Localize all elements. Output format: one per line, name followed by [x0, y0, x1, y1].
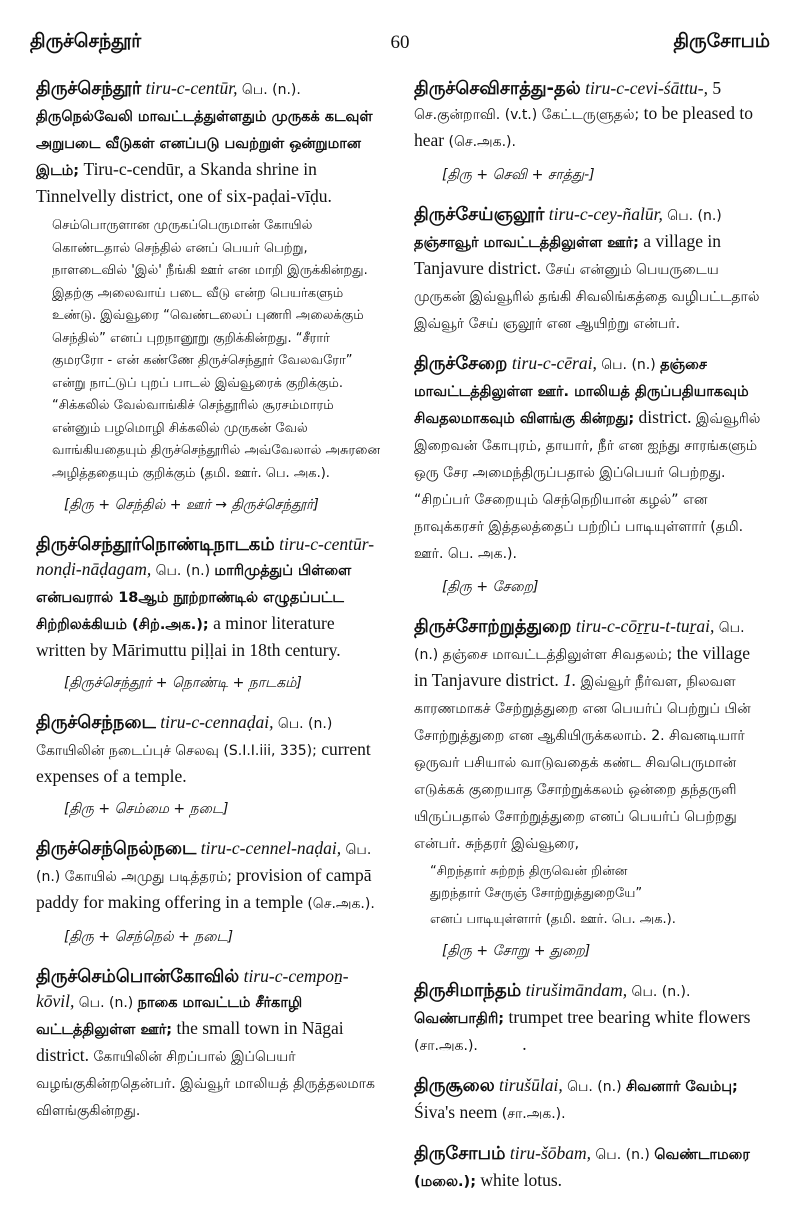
definition-english: district.: [638, 407, 692, 427]
definition-tamil: கோயில் அமுது படித்தரம்;: [64, 869, 232, 885]
dictionary-entry: [36, 76, 382, 518]
part-of-speech: பெ. (n.).: [631, 984, 691, 1000]
part-of-speech: பெ. (n.): [567, 1079, 622, 1095]
entry-note: செம்பொருளான முருகப்பெருமான் கோயில் கொண்டதால் செந்தில் எனப் பெயர் பெற்று, நாளடைவில் 'இல்' நீங்கி ஊர் என மாறி இருக்கின்றது. இதற்கு அலைவாய் படை வீடு என்ற பெயர்களும் உண்டு. இவ்வூரை “வெண்டலைப் புணரி அலைக்கும் செந்தில்” எனப் புறநானூறு குறிக்கின்றது. “சீரார் குமரரோ - என் கண்ணே திருச்செந்தூர் வேலவரோ” என்று நாட்டுப் புறப் பாடல் இவ்வூரைக் குறிக்கும். “சிக்கலில் வேல்வாங்கிச் செந்தூரில் சூரசம்மாரம் என்னும் பழமொழி சிக்கலில் முருகன் வேல் வாங்கியதையும் திருச்செந்தூரில் அவ்வேலால் அசுரனை அழித்ததையும் குறிக்கும் (தமி. ஊர். பெ. அக.).: [52, 218, 381, 481]
definition-tamil: வெண்டாமரை (மலை.);: [414, 1147, 750, 1190]
definition-tamil: தஞ்சை மாவட்டத்திலுள்ள ஊர். மாலியத் திருப்பதியாகவும் சிவதலமாகவும் விளங்கு கின்றது;: [414, 357, 749, 427]
transliteration: tiru-c-cevi-śāttu-,: [585, 78, 709, 98]
headword: திருச்செந்தூர்நொண்டிநாடகம்: [36, 534, 275, 555]
etymology: [திரு + செந்தில் + ஊர் → திருச்செந்தூர்]: [64, 497, 319, 513]
headword: திருச்செந்நெல்நடை: [36, 838, 197, 859]
definition-english: the village in Tanjavure district.: [414, 643, 751, 690]
transliteration: tiru-c-cennaḍai,: [160, 712, 274, 732]
page-number: 60: [390, 32, 410, 53]
transliteration: tiru-c-cennel-naḍai,: [200, 838, 342, 858]
dictionary-entry: [36, 836, 382, 950]
definition-tamil: வெண்பாதிரி;: [414, 1011, 505, 1027]
citation: எனப் பாடியுள்ளார் (தமி. ஊர். பெ. அக.).: [430, 912, 676, 927]
etymology: [திரு + செந்நெல் + நடை]: [64, 929, 234, 945]
etymology: [திரு + செம்மை + நடை]: [64, 801, 229, 817]
transliteration: tiru-c-cērai,: [511, 353, 597, 373]
dictionary-entry: [36, 964, 382, 1124]
source-abbreviation: (சா.அக.).: [414, 1038, 478, 1054]
source-abbreviation: (செ.அக.).: [307, 896, 375, 912]
definition-english: Śiva's neem: [414, 1102, 498, 1122]
conjugation-class: 5: [712, 78, 722, 98]
transliteration: tirušūlai,: [499, 1075, 563, 1095]
definition-tamil: தஞ்சாவூர் மாவட்டத்திலுள்ள ஊர்;: [414, 235, 639, 251]
etymology: [திரு + செவி + சாத்து-]: [442, 167, 595, 183]
definition-tamil: நாகை மாவட்டம் சீர்காழி வட்டத்திலுள்ள ஊர்;: [36, 995, 303, 1038]
quoted-verse: [430, 861, 768, 905]
verse-line: துறந்தார் சேருஞ் சோற்றுத்துறையே”: [430, 886, 643, 901]
headword: திருச்செம்பொன்கோவில்: [36, 966, 240, 987]
transliteration: tiru-c-cōṟṟu-t-tuṟai,: [575, 616, 715, 636]
etymology: [திரு + சோறு + துறை]: [442, 943, 591, 959]
running-head-right: திருசோபம்: [673, 30, 770, 52]
part-of-speech: பெ. (n.): [78, 995, 134, 1011]
part-of-speech: பெ. (n.): [414, 620, 745, 663]
definition-english: a minor literature written by Mārimuttu piḷḷai in 18th century.: [36, 613, 341, 660]
dictionary-entry: [414, 202, 768, 337]
verse-line: “சிறந்தார் சுற்றந் திருவென் றின்ன: [430, 864, 628, 879]
dictionary-entry: [414, 351, 768, 600]
headword: திருசிமாந்தம்: [414, 980, 522, 1001]
definition-tamil: கேட்டருளுதல்;: [541, 107, 640, 123]
headword: திருச்செந்நடை: [36, 712, 156, 733]
dictionary-entry: [414, 614, 768, 964]
definition-english: to be pleased to hear: [414, 103, 753, 150]
page-header: [30, 30, 770, 60]
definition-tamil: சிவனார் வேம்பு;: [625, 1079, 738, 1095]
part-of-speech: பெ. (n.): [595, 1147, 650, 1163]
headword: திருசூலை: [414, 1075, 495, 1096]
transliteration: tiru-c-centūr-nonḍi-nāḍagam,: [36, 534, 375, 579]
definition-tamil: கோயிலின் நடைப்புச் செலவு (S.I.I.iii, 335);: [36, 743, 317, 759]
definition-english: Tiru-c-cendūr, a Skanda shrine in Tinnelvelly district, one of six-paḍai-vīḍu.: [36, 159, 332, 206]
definition-tamil-continued: கோயிலின் சிறப்பால் இப்பெயர் வழங்குகின்றதென்பர். இவ்வூர் மாலியத் திருத்தலமாக விளங்குகின்றது.: [36, 1049, 375, 1119]
transliteration: tiru-c-centūr,: [145, 78, 238, 98]
etymology: [திருச்செந்தூர் + நொண்டி + நாடகம்]: [64, 675, 302, 691]
dictionary-entry: [36, 532, 382, 696]
definition-tamil: மாரிமுத்துப் பிள்ளை என்பவரால் 18ஆம் நூற்றாண்டில் எழுதப்பட்ட சிற்றிலக்கியம் (சிற்.அக.);: [36, 563, 352, 633]
dictionary-entry: [414, 1073, 768, 1127]
headword: திருச்சேய்ஞலூர்: [414, 204, 545, 225]
dictionary-entry: [414, 1141, 768, 1195]
part-of-speech: பெ. (n.): [667, 208, 722, 224]
definition-tamil: திருநெல்வேலி மாவட்டத்துள்ளதும் முருகக் கடவுள் அறுபடை வீடுகள் எனப்படு பவற்றுள் ஒன்றுமான இடம்;: [36, 109, 373, 179]
source-abbreviation: (செ.அக.).: [448, 134, 516, 150]
headword: திருச்சோற்றுத்துறை: [414, 616, 572, 637]
etymology: [திரு + சேறை]: [442, 579, 539, 595]
dictionary-entry: [36, 710, 382, 822]
transliteration: tiru-c-cey-ñalūr,: [548, 204, 663, 224]
dictionary-entry: [414, 978, 768, 1059]
headword: திருசோபம்: [414, 1143, 506, 1164]
definition-english: trumpet tree bearing white flowers: [508, 1007, 751, 1027]
transliteration: tiru-c-cempoṉ-kōvil,: [36, 966, 349, 1011]
part-of-speech: செ.குன்றாவி. (v.t.): [414, 107, 538, 123]
part-of-speech: பெ. (n.): [277, 716, 333, 732]
definition-english: white lotus.: [480, 1170, 563, 1190]
stray-mark: .: [522, 1034, 527, 1054]
dictionary-entry: [414, 76, 768, 188]
definition-english: the small town in Nāgai district.: [36, 1018, 344, 1065]
transliteration: tirušimāndam,: [525, 980, 628, 1000]
definition-english: provision of campā paddy for making offering in a temple: [36, 865, 372, 912]
transliteration: tiru-šōbam,: [509, 1143, 592, 1163]
definition-english: current expenses of a temple.: [36, 739, 371, 786]
part-of-speech: பெ. (n.): [155, 563, 211, 579]
left-column: [36, 76, 382, 1138]
running-head-left: திருச்செந்தூர்: [30, 30, 142, 52]
right-column: [414, 76, 768, 1209]
part-of-speech: பெ. (n.): [36, 842, 372, 885]
definition-tamil: தஞ்சை மாவட்டத்திலுள்ள சிவதலம்;: [442, 647, 673, 663]
part-of-speech: பெ. (n.).: [241, 82, 301, 98]
sense-number: 1.: [563, 670, 577, 690]
definition-tamil-continued: இவ்வூர் நீர்வள, நிலவள காரணமாகச் சேற்றுத்துறை என பெயர்ப் பெற்றுப் பின் சோற்றுத்துறை என ஆகியிருக்கலாம். 2. சிவனடியார் ஒருவர் பசியால் வாடுவதைக் கண்ட சிவபெருமான் எடுக்கக் குறையாத சோற்றுக்கலம் ஒன்றை தந்தருளி யிருப்பதால் சோற்றுத்துறை எனப் பெயர்ப் பெற்றது என்பர். சுந்தரர் இவ்வூரை,: [414, 674, 751, 852]
part-of-speech: பெ. (n.): [601, 357, 656, 373]
definition-tamil-continued: சேய் என்னும் பெயருடைய முருகன் இவ்வூரில் தங்கி சிவலிங்கத்தை வழிபட்டதால் இவ்வூர் சேய் ஞலூர் என ஆயிற்று என்பர்.: [414, 262, 760, 332]
source-abbreviation: (சா.அக.).: [501, 1106, 566, 1122]
headword: திருச்சேறை: [414, 353, 508, 374]
headword: திருச்செந்தூர்: [36, 78, 142, 99]
definition-tamil-continued: இவ்வூரில் இறைவன் கோபுரம், தாயார், நீர் என ஐந்து சாரங்களும் ஒரு சேர அமைந்திருப்பதால் இப்பெயர் பெற்றது. “சிறப்பர் சேறையும் செந்நெறியான் கழல்” என நாவுக்கரசர் இத்தலத்தைப் பற்றிப் பாடியுள்ளார் (தமி. ஊர். பெ. அக.).: [414, 411, 761, 562]
definition-english: a village in Tanjavure district.: [414, 231, 722, 278]
headword: திருச்செவிசாத்து-தல்: [414, 78, 581, 99]
